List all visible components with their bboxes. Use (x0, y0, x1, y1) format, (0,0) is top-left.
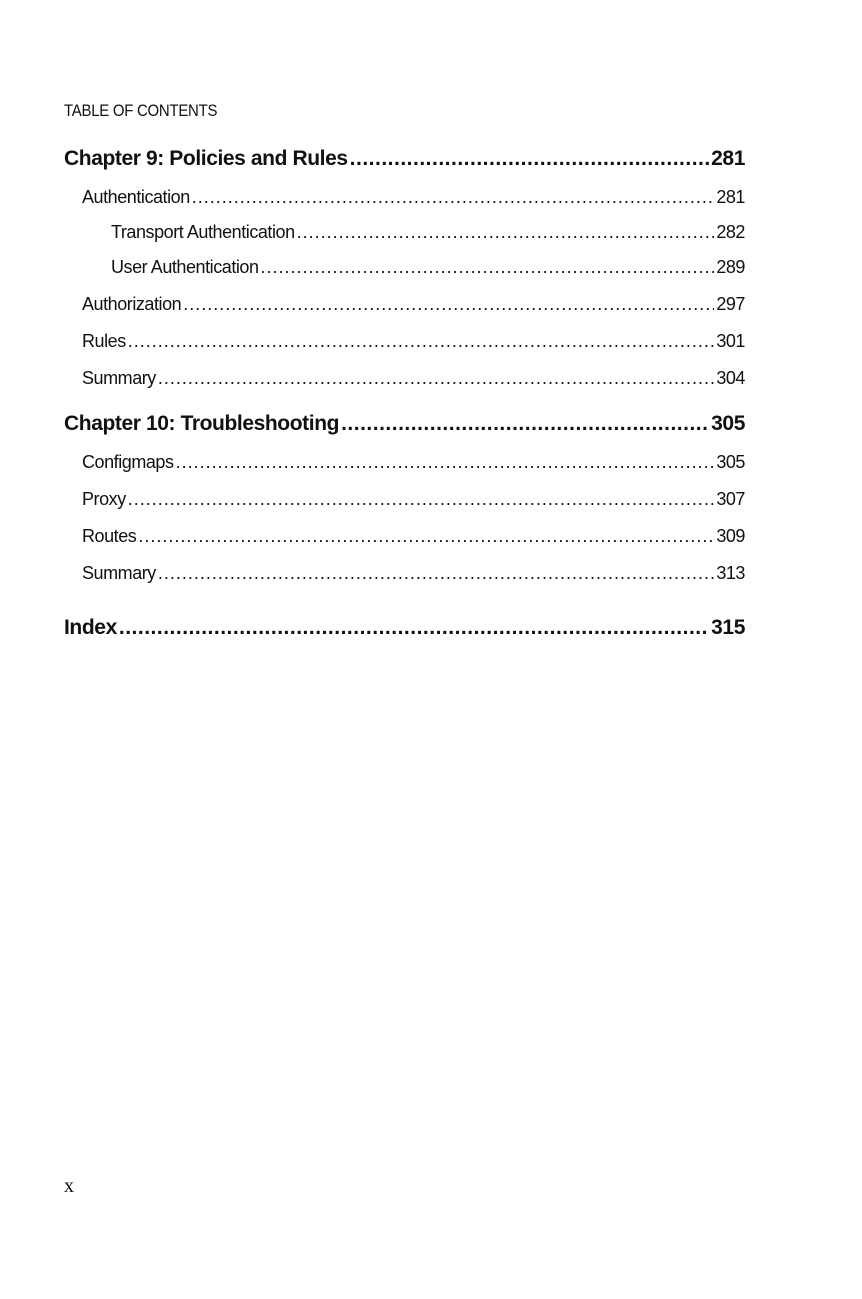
toc-entry-page: 315 (711, 616, 745, 639)
toc-entry-page: 301 (716, 331, 745, 351)
toc-entry-title: User Authentication (111, 257, 259, 277)
toc-entry-chapter-10[interactable] (64, 412, 745, 438)
dot-leader (158, 563, 714, 584)
dot-leader (176, 452, 715, 473)
toc-entry-title: Rules (82, 331, 126, 351)
dot-leader (192, 187, 715, 208)
toc-entry-title: Summary (82, 563, 156, 583)
toc-entry-page: 313 (716, 563, 745, 583)
page-folio: x (64, 1175, 74, 1197)
toc-entry-routes[interactable] (82, 526, 745, 548)
dot-leader (261, 257, 715, 278)
toc-entry-summary-ch9[interactable] (82, 368, 745, 390)
dot-leader (138, 526, 714, 547)
toc-entry-page: 281 (716, 187, 745, 207)
toc-entry-page: 289 (716, 257, 745, 277)
toc-entry-title: Chapter 9: Policies and Rules (64, 147, 348, 170)
toc-entry-title: Authorization (82, 294, 182, 314)
dot-leader (158, 368, 714, 389)
toc-entry-index[interactable] (64, 616, 745, 642)
toc-entry-title: Routes (82, 526, 137, 546)
dot-leader (350, 147, 710, 171)
toc-entry-title: Proxy (82, 489, 126, 509)
toc-entry-page: 281 (711, 147, 745, 170)
toc-entry-chapter-9[interactable] (64, 147, 745, 173)
dot-leader (341, 412, 709, 436)
toc-entry-page: 305 (711, 412, 745, 435)
toc-entry-authentication[interactable] (82, 187, 745, 209)
toc-entry-page: 305 (716, 452, 745, 472)
dot-leader (119, 616, 709, 640)
toc-entry-title: Configmaps (82, 452, 174, 472)
toc-entry-page: 307 (716, 489, 745, 509)
toc-entry-title: Summary (82, 368, 156, 388)
toc-entry-transport-authentication[interactable] (111, 222, 745, 244)
toc-entry-summary-ch10[interactable] (82, 563, 745, 585)
toc-entry-title: Index (64, 616, 117, 639)
toc-entry-title: Chapter 10: Troubleshooting (64, 412, 340, 435)
toc-entry-proxy[interactable] (82, 489, 745, 511)
running-head: TABLE OF CONTENTS (64, 101, 218, 120)
toc-entry-page: 309 (716, 526, 745, 546)
toc-entry-configmaps[interactable] (82, 452, 745, 474)
toc-entry-authorization[interactable] (82, 294, 745, 316)
dot-leader (183, 294, 714, 315)
dot-leader (297, 222, 715, 243)
dot-leader (128, 331, 715, 352)
dot-leader (128, 489, 715, 510)
toc-entry-page: 282 (716, 222, 745, 242)
toc-entry-page: 297 (716, 294, 745, 314)
toc-entry-page: 304 (716, 368, 745, 388)
toc-entry-user-authentication[interactable] (111, 257, 745, 279)
toc-entry-title: Transport Authentication (111, 222, 295, 242)
toc-entry-title: Authentication (82, 187, 190, 207)
toc-entry-rules[interactable] (82, 331, 745, 353)
